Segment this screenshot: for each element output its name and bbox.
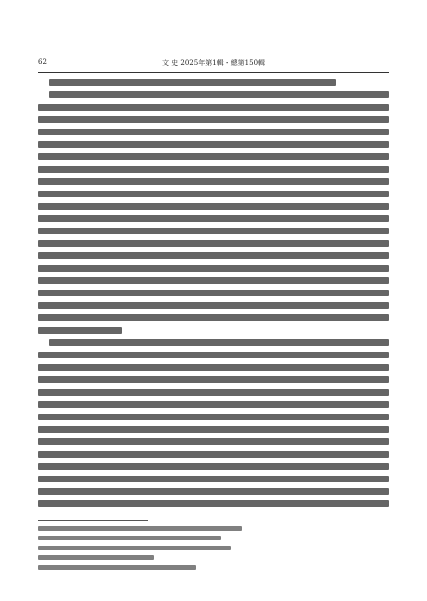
footnote [38,555,154,560]
text-line [38,438,389,445]
text-line [38,302,389,309]
text-line [38,153,389,160]
text-line [38,327,122,334]
text-line [38,166,389,173]
text-line [38,141,389,148]
footnote-rule [38,520,148,521]
text-line [49,339,389,346]
text-line [38,401,389,408]
footnote [38,526,242,531]
text-line [38,426,389,433]
text-line [38,414,389,421]
text-line [38,376,389,383]
text-line [38,463,389,470]
page-number: 62 [38,58,47,66]
text-line [38,104,389,111]
header-rule [38,72,389,73]
text-line [38,129,389,136]
footnote [38,536,221,541]
text-line [38,277,389,284]
journal-title: 文 史 2025年第1輯・總第150輯 [161,59,266,67]
running-header [38,58,389,70]
body-text [38,79,389,513]
text-line [38,191,389,198]
text-line [38,178,389,185]
text-line [38,451,389,458]
text-line [38,488,389,495]
text-line [38,203,389,210]
text-line [38,314,389,321]
text-line [38,389,389,396]
text-line [38,116,389,123]
text-line [38,352,389,359]
text-line [38,215,389,222]
text-line [38,240,389,247]
text-line [38,228,389,235]
text-line [38,476,389,483]
text-line [49,91,389,98]
text-line [38,265,389,272]
footnote [38,546,231,551]
text-line [38,290,389,297]
text-line [38,252,389,259]
footnotes [38,526,389,575]
footnote [38,565,196,570]
text-line [38,500,389,507]
quote-line [49,79,337,86]
text-line [38,364,389,371]
